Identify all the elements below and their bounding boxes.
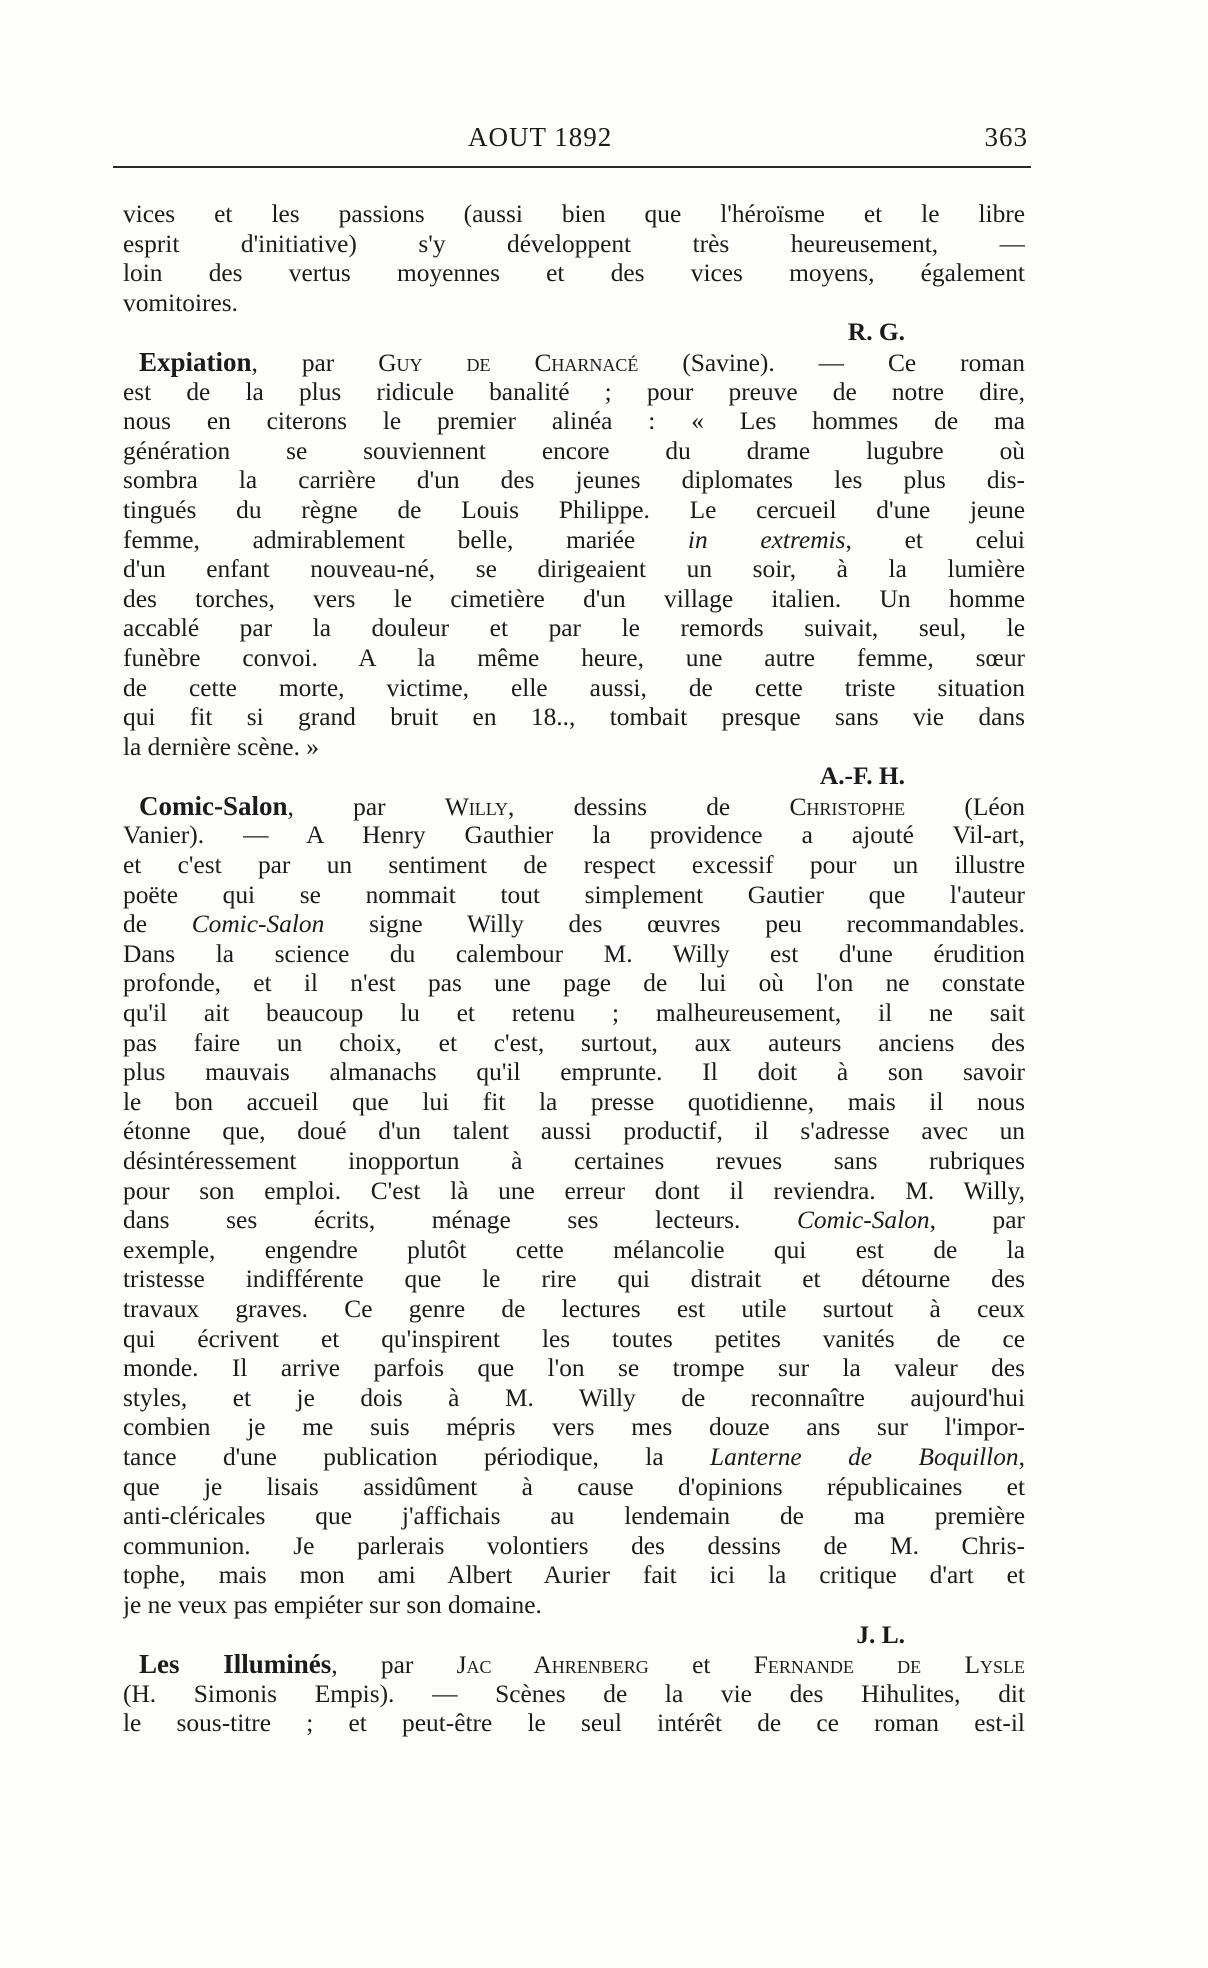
text-segment: de — [123, 910, 192, 939]
text-segment: nous en citerons le premier alinéa : « Les hommes de ma — [123, 407, 1025, 436]
author-name: Willy — [444, 792, 508, 821]
text-line — [123, 999, 1025, 1029]
text-segment: , par — [287, 792, 445, 821]
text-segment: dans ses écrits, ménage ses lecteurs. — [123, 1206, 797, 1235]
text-segment: de cette morte, victime, elle aussi, de cette triste situation — [123, 673, 1025, 702]
header-rule — [113, 166, 1031, 168]
review-signature: R. G. — [847, 318, 905, 347]
text-segment: , et celui — [845, 525, 1025, 554]
author-name: Jac Ahrenberg — [456, 1651, 649, 1680]
text-line — [123, 200, 1025, 230]
review-heading-line — [123, 1650, 1025, 1680]
italic-text: Comic-Salon — [796, 1206, 930, 1235]
text-segment: le sous-titre ; et peut-être le seul intérêt de ce roman est-il — [123, 1709, 1025, 1738]
text-segment: (Savine). — Ce roman — [638, 348, 1025, 377]
text-segment: esprit d'initiative) s'y développent très heureusement, — — [123, 229, 1025, 258]
text-line — [123, 1029, 1025, 1059]
text-line — [123, 466, 1025, 496]
text-segment: accablé par la douleur et par le remords suivait, seul, le — [123, 614, 1025, 643]
text-line — [123, 1325, 1025, 1355]
italic-text: Lanterne de Boquillon — [710, 1442, 1019, 1471]
text-segment: tance d'une publication périodique, la — [123, 1442, 711, 1471]
text-segment: profonde, et il n'est pas une page de lui où l'on ne constate — [123, 969, 1025, 998]
text-line — [123, 1088, 1025, 1118]
text-segment: vomitoires. — [123, 288, 238, 317]
text-line — [123, 821, 1025, 851]
text-line — [123, 1709, 1025, 1739]
review-title: Comic-Salon — [139, 791, 288, 821]
text-segment: anti-cléricales que j'affichais au lendemain de ma première — [123, 1502, 1025, 1531]
text-segment: femme, admirablement belle, mariée — [123, 525, 688, 554]
review-signature: J. L. — [856, 1620, 905, 1649]
text-line — [123, 526, 1025, 556]
text-line — [123, 496, 1025, 526]
text-line — [123, 703, 1025, 733]
text-segment: qui fit si grand bruit en 18.., tombait presque sans vie dans — [123, 703, 1025, 732]
text-line — [123, 940, 1025, 970]
text-segment: des torches, vers le cimetière d'un village italien. Un homme — [123, 584, 1025, 613]
text-segment: communion. Je parlerais volontiers des dessins de M. Chris- — [123, 1531, 1025, 1560]
text-segment: tingués du règne de Louis Philippe. Le cercueil d'une jeune — [123, 495, 1025, 524]
text-line — [123, 259, 1025, 289]
text-segment: , dessins de — [507, 792, 790, 821]
text-segment: et c'est par un sentiment de respect excessif pour un illustre — [123, 851, 1025, 880]
text-segment: la dernière scène. » — [123, 732, 319, 761]
text-line — [123, 437, 1025, 467]
text-segment: est de la plus ridicule banalité ; pour preuve de notre dire, — [123, 377, 1025, 406]
text-segment: travaux graves. Ce genre de lectures est utile surtout à ceux — [123, 1294, 1025, 1323]
text-line — [123, 585, 1025, 615]
text-segment: tophe, mais mon ami Albert Aurier fait ici la critique d'art et — [123, 1561, 1025, 1590]
text-line — [123, 555, 1025, 585]
text-line — [123, 1117, 1025, 1147]
text-segment: vices et les passions (aussi bien que l'héroïsme et le libre — [123, 200, 1025, 228]
text-line — [123, 1502, 1025, 1532]
text-segment: , par — [251, 348, 379, 377]
text-segment: , — [1018, 1442, 1025, 1471]
text-line — [123, 1561, 1025, 1591]
text-line — [123, 1236, 1025, 1266]
text-line — [123, 1473, 1025, 1503]
text-segment: styles, et je dois à M. Willy de reconnaître aujourd'hui — [123, 1383, 1025, 1412]
text-line — [123, 881, 1025, 911]
italic-text: in extremis — [687, 525, 846, 554]
text-line — [123, 289, 1025, 319]
text-line — [123, 1532, 1025, 1562]
text-line — [123, 910, 1025, 940]
text-line — [123, 644, 1025, 674]
text-segment: désintéressement inopportun à certaines revues sans rubriques — [123, 1147, 1025, 1175]
review-heading-line — [123, 348, 1025, 378]
text-segment: signe Willy des œuvres peu recommandables. — [324, 910, 1025, 939]
text-segment: qui écrivent et qu'inspirent les toutes petites vanités de ce — [123, 1324, 1025, 1353]
text-segment: , par — [331, 1651, 457, 1680]
text-segment: combien je me suis mépris vers mes douze ans sur l'impor- — [123, 1413, 1025, 1442]
text-line — [123, 378, 1025, 408]
text-segment: et — [648, 1651, 754, 1680]
text-segment: exemple, engendre plutôt cette mélancolie qui est de la — [123, 1235, 1025, 1264]
text-line — [123, 1206, 1025, 1236]
text-column — [123, 200, 1025, 1739]
text-segment: poëte qui se nommait tout simplement Gautier que l'auteur — [123, 880, 1025, 909]
italic-text: Comic-Salon — [191, 910, 325, 939]
text-segment: sombra la carrière d'un des jeunes diplomates les plus dis- — [123, 466, 1025, 495]
text-line — [123, 230, 1025, 260]
text-segment: le bon accueil que lui fit la presse quotidienne, mais il nous — [123, 1087, 1025, 1116]
text-segment: d'un enfant nouveau-né, se dirigeaient un soir, à la lumière — [123, 555, 1025, 584]
text-line — [123, 1591, 1025, 1621]
text-line — [123, 969, 1025, 999]
review-title: Expiation — [139, 347, 252, 377]
text-segment: loin des vertus moyennes et des vices moyens, également — [123, 259, 1025, 288]
review-title: Les Illuminés — [139, 1650, 332, 1680]
text-segment: pour son emploi. C'est là une erreur dont il reviendra. M. Willy, — [123, 1176, 1025, 1205]
text-segment: étonne que, doué d'un talent aussi productif, il s'adresse avec un — [123, 1117, 1025, 1146]
text-line — [123, 407, 1025, 437]
text-line — [123, 733, 1025, 763]
text-line — [123, 1354, 1025, 1384]
author-name: Fernande de Lysle — [753, 1651, 1025, 1680]
running-head-title: AOUT 1892 — [468, 122, 613, 152]
text-line — [123, 1384, 1025, 1414]
author-name: Christophe — [789, 792, 906, 821]
text-line — [123, 1443, 1025, 1473]
review-heading-line — [123, 792, 1025, 822]
text-line — [123, 674, 1025, 704]
text-segment: je ne veux pas empiéter sur son domaine. — [123, 1590, 542, 1619]
text-line — [123, 1147, 1025, 1177]
text-segment: funèbre convoi. A la même heure, une autre femme, sœur — [123, 643, 1025, 672]
running-head — [118, 122, 1028, 158]
text-segment: plus mauvais almanachs qu'il emprunte. Il doit à son savoir — [123, 1058, 1025, 1087]
text-line — [123, 1295, 1025, 1325]
text-segment: monde. Il arrive parfois que l'on se trompe sur la valeur des — [123, 1354, 1025, 1383]
text-segment: Dans la science du calembour M. Willy est d'une érudition — [123, 939, 1025, 968]
page-number: 363 — [984, 122, 1028, 152]
text-line — [123, 614, 1025, 644]
text-line — [123, 1413, 1025, 1443]
text-segment: génération se souviennent encore du drame lugubre où — [123, 436, 1025, 465]
text-segment: (Léon — [905, 792, 1025, 821]
text-line — [123, 1265, 1025, 1295]
text-segment: Vanier). — A Henry Gauthier la providence a ajouté Vil-art, — [123, 821, 1025, 850]
text-segment: pas faire un choix, et c'est, surtout, aux auteurs anciens des — [123, 1028, 1025, 1057]
author-name: Guy de Charnacé — [378, 348, 639, 377]
text-segment: que je lisais assidûment à cause d'opinions républicaines et — [123, 1472, 1025, 1501]
text-segment: tristesse indifférente que le rire qui distrait et détourne des — [123, 1265, 1025, 1294]
text-line — [123, 1680, 1025, 1710]
text-line — [123, 851, 1025, 881]
text-line — [123, 1058, 1025, 1088]
review-signature: A.-F. H. — [819, 762, 905, 791]
text-segment: qu'il ait beaucoup lu et retenu ; malheureusement, il ne sait — [123, 999, 1025, 1028]
text-line — [123, 1177, 1025, 1207]
text-segment: (H. Simonis Empis). — Scènes de la vie des Hihulites, dit — [123, 1679, 1025, 1708]
text-segment: , par — [929, 1206, 1025, 1235]
